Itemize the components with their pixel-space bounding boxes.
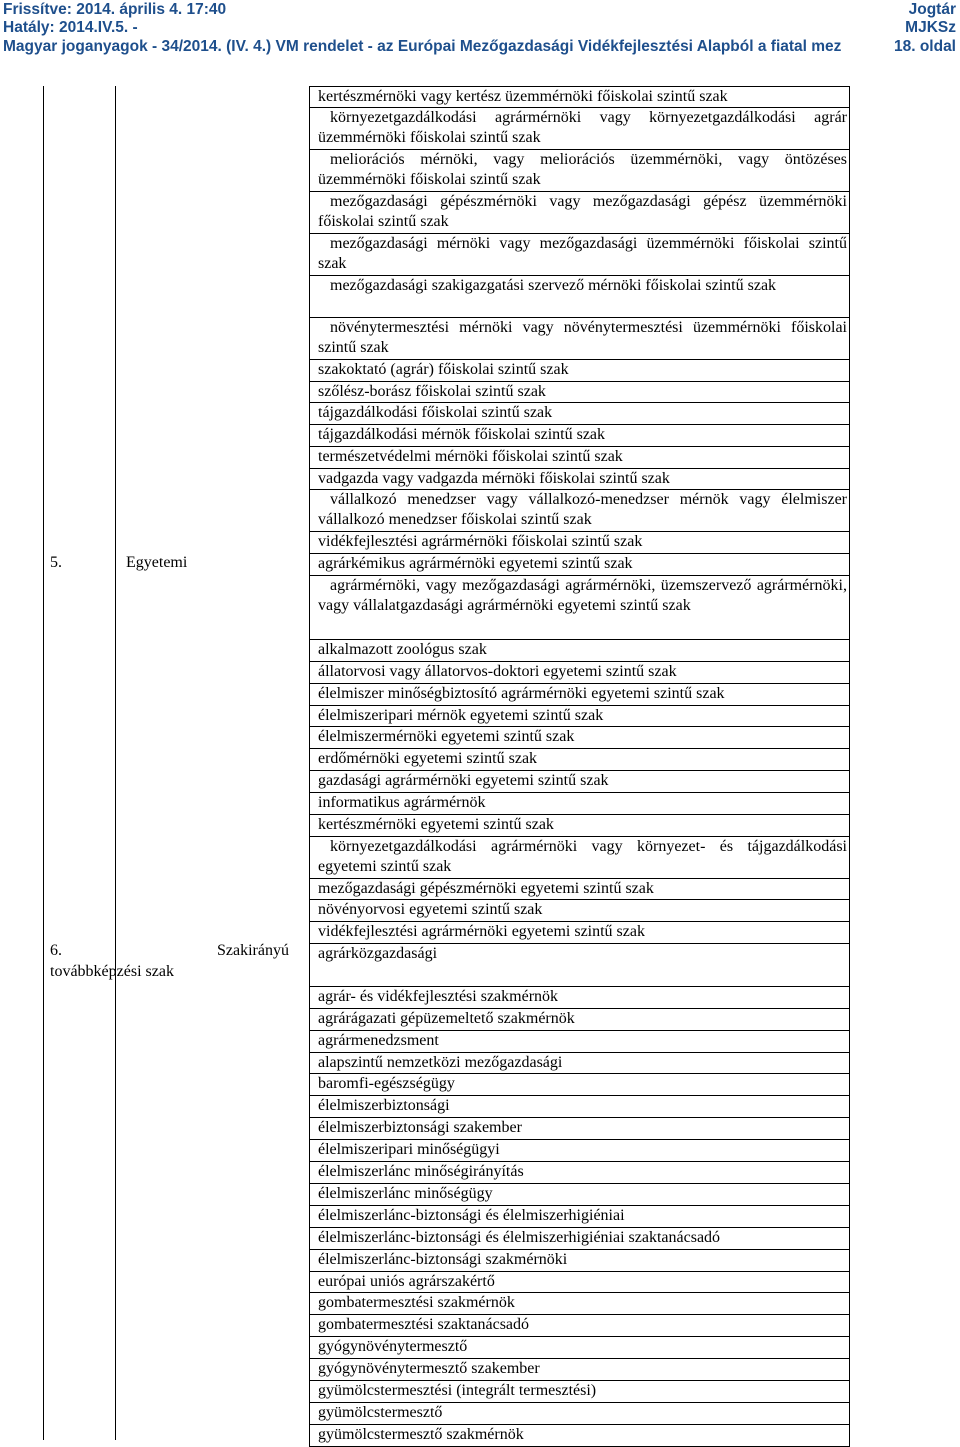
list-item	[309, 814, 850, 836]
list-item	[309, 381, 850, 402]
list-item	[309, 1095, 850, 1117]
list-item-text: meliorációs mérnöki, vagy meliorációs üzemmérnöki, vagy öntözéses üzemmérnöki főiskolai szintű szak	[318, 151, 847, 188]
header-effective: Hatály: 2014.IV.5. -	[3, 19, 138, 36]
list-item	[309, 1139, 850, 1161]
list-item-text: tájgazdálkodási mérnök főiskolai szintű szak	[318, 426, 606, 443]
list-item	[309, 792, 850, 814]
list-item-text: kertészmérnöki vagy kertész üzemmérnöki főiskolai szintű szak	[318, 88, 728, 105]
list-item	[309, 921, 850, 943]
list-item	[309, 748, 850, 770]
list-item	[309, 1161, 850, 1183]
list-item	[309, 836, 850, 878]
list-item-text: növényorvosi egyetemi szintű szak	[318, 901, 543, 918]
list-item	[309, 402, 850, 424]
list-item	[309, 1183, 850, 1205]
list-item-text: gyógynövénytermesztő	[318, 1338, 468, 1355]
list-item-text: mezőgazdasági mérnöki vagy mezőgazdasági üzemmérnöki főiskolai szintű szak	[318, 235, 847, 272]
list-item	[309, 1227, 850, 1249]
list-item	[309, 1249, 850, 1271]
header-brand: Jogtár	[908, 1, 956, 18]
list-item	[309, 1402, 850, 1424]
list-item	[309, 531, 850, 553]
list-item	[309, 489, 850, 531]
list-item	[309, 233, 850, 275]
list-item-text: állatorvosi vagy állatorvos-doktori egyetemi szintű szak	[318, 663, 677, 680]
list-item-text: élelmiszerlánc-biztonsági szakmérnöki	[318, 1251, 568, 1268]
list-item-text: környezetgazdálkodási agrármérnöki vagy környezetgazdálkodási agrár üzemmérnöki főiskolai szintű szak	[318, 109, 847, 146]
list-item-text: alkalmazott zoológus szak	[318, 641, 487, 658]
list-item-text: vidékfejlesztési agrármérnöki főiskolai szintű szak	[318, 533, 643, 550]
list-item-text: kertészmérnöki egyetemi szintű szak	[318, 816, 554, 833]
list-item-text: gyümölcstermesztő	[318, 1404, 443, 1421]
list-item	[309, 1030, 850, 1052]
list-item-text: agrármérnöki, vagy mezőgazdasági agrármérnöki, üzemszervező agrármérnöki, vagy vállalatgazdasági agrármérnöki egyetemi szintű szak	[318, 577, 847, 614]
list-item-text: élelmiszerlánc minőségirányítás	[318, 1163, 524, 1180]
header-brand-code: MJKSz	[905, 19, 956, 36]
list-item	[309, 986, 850, 1008]
list-item-text: mezőgazdasági gépészmérnöki egyetemi szintű szak	[318, 880, 654, 897]
list-item-text: agrárközgazdasági	[318, 945, 438, 962]
list-item	[309, 1358, 850, 1380]
row5-label: Egyetemi	[126, 554, 188, 571]
list-item-text: élelmiszeripari mérnök egyetemi szintű szak	[318, 707, 604, 724]
list-item-text: mezőgazdasági gépészmérnöki vagy mezőgazdasági gépész üzemmérnöki főiskolai szintű szak	[318, 193, 847, 230]
table-column-divider	[115, 86, 116, 1440]
row6-label-part2: továbbképzési szak	[50, 963, 174, 980]
list-item-text: informatikus agrármérnök	[318, 794, 486, 811]
list-item	[309, 705, 850, 726]
list-item-text: mezőgazdasági szakigazgatási szervező mérnöki főiskolai szintű szak	[330, 277, 777, 294]
list-item-text: gombatermesztési szakmérnök	[318, 1294, 515, 1311]
row6-number: 6.	[50, 942, 62, 959]
list-item-text: vadgazda vagy vadgazda mérnöki főiskolai szintű szak	[318, 470, 670, 487]
list-item-text: szőlész-borász főiskolai szintű szak	[318, 383, 546, 400]
list-item-text: tájgazdálkodási főiskolai szintű szak	[318, 404, 553, 421]
list-item-text: környezetgazdálkodási agrármérnöki vagy környezet- és tájgazdálkodási egyetemi szintű szak	[318, 838, 847, 875]
list-item	[309, 86, 850, 107]
list-item	[309, 1073, 850, 1095]
list-item	[309, 726, 850, 748]
list-item	[309, 107, 850, 149]
list-item	[309, 661, 850, 683]
list-item-text: agrármenedzsment	[318, 1032, 439, 1049]
list-item	[309, 317, 850, 359]
list-item-text: gyümölcstermesztési (integrált termesztési)	[318, 1382, 597, 1399]
list-item	[309, 1271, 850, 1292]
list-item-text: erdőmérnöki egyetemi szintű szak	[318, 750, 538, 767]
list-item	[309, 446, 850, 468]
list-item	[309, 149, 850, 191]
header-updated: Frissítve: 2014. április 4. 17:40	[3, 1, 227, 18]
list-item-text: gombatermesztési szaktanácsadó	[318, 1316, 530, 1333]
list-item-text: élelmiszerlánc-biztonsági és élelmiszerhigiéniai	[318, 1207, 625, 1224]
list-item-text: élelmiszerbiztonsági	[318, 1097, 450, 1114]
list-item-text: agrár- és vidékfejlesztési szakmérnök	[318, 988, 559, 1005]
list-item	[309, 1008, 850, 1030]
list-item	[309, 275, 850, 317]
list-item	[309, 943, 850, 986]
list-item	[309, 1380, 850, 1402]
list-item-text: élelmiszerlánc minőségügy	[318, 1185, 493, 1202]
list-item	[309, 359, 850, 381]
list-item-text: szakoktató (agrár) főiskolai szintű szak	[318, 361, 569, 378]
list-item-text: élelmiszer minőségbiztosító agrármérnöki egyetemi szintű szak	[318, 685, 725, 702]
list-item-text: növénytermesztési mérnöki vagy növénytermesztési üzemmérnöki főiskolai szintű szak	[318, 319, 847, 356]
list-item-text: baromfi-egészségügy	[318, 1075, 455, 1092]
header-document-title: Magyar joganyagok - 34/2014. (IV. 4.) VM rendelet - az Európai Mezőgazdasági Vidékfejlesztési Alapból a fiatal mez	[3, 38, 842, 55]
page-header	[0, 0, 960, 62]
row5-number: 5.	[50, 554, 62, 571]
list-item	[309, 878, 850, 899]
list-item	[309, 1292, 850, 1314]
header-page-number: 18. oldal	[891, 38, 956, 56]
list-item	[309, 1205, 850, 1227]
list-item-text: gyógynövénytermesztő szakember	[318, 1360, 540, 1377]
list-item	[309, 1424, 850, 1446]
list-item-text: vállalkozó menedzser vagy vállalkozó-menedzser mérnök vagy élelmiszer vállalkozó menedzser főiskolai szintű szak	[318, 491, 847, 528]
list-item-text: élelmiszerlánc-biztonsági és élelmiszerhigiéniai szaktanácsadó	[318, 1229, 721, 1246]
list-item-text: agrárágazati gépüzemeltető szakmérnök	[318, 1010, 575, 1027]
list-item	[309, 191, 850, 233]
list-item-text: gyümölcstermesztő szakmérnök	[318, 1426, 524, 1443]
list-item	[309, 770, 850, 792]
list-item	[309, 424, 850, 446]
list-item-text: gazdasági agrármérnöki egyetemi szintű szak	[318, 772, 609, 789]
list-item-text: vidékfejlesztési agrármérnöki egyetemi szintű szak	[318, 923, 645, 940]
list-item-text: élelmiszeripari minőségügyi	[318, 1141, 500, 1158]
list-item	[309, 553, 850, 575]
list-item	[309, 899, 850, 921]
list-item-text: alapszintű nemzetközi mezőgazdasági	[318, 1054, 563, 1071]
list-item	[309, 639, 850, 661]
list-item	[309, 683, 850, 705]
list-item	[309, 575, 850, 639]
list-item-text: élelmiszermérnöki egyetemi szintű szak	[318, 728, 575, 745]
row6-label-part1: Szakirányú	[217, 942, 289, 959]
list-item-text: európai uniós agrárszakértő	[318, 1273, 495, 1290]
list-item	[309, 1336, 850, 1358]
table-left-border	[43, 86, 44, 1440]
list-item	[309, 1052, 850, 1073]
list-item-text: agrárkémikus agrármérnöki egyetemi szintű szak	[318, 555, 633, 572]
list-item	[309, 468, 850, 489]
list-item-text: élelmiszerbiztonsági szakember	[318, 1119, 522, 1136]
list-item-text: természetvédelmi mérnöki főiskolai szintű szak	[318, 448, 623, 465]
list-item	[309, 1117, 850, 1139]
list-item	[309, 1314, 850, 1336]
